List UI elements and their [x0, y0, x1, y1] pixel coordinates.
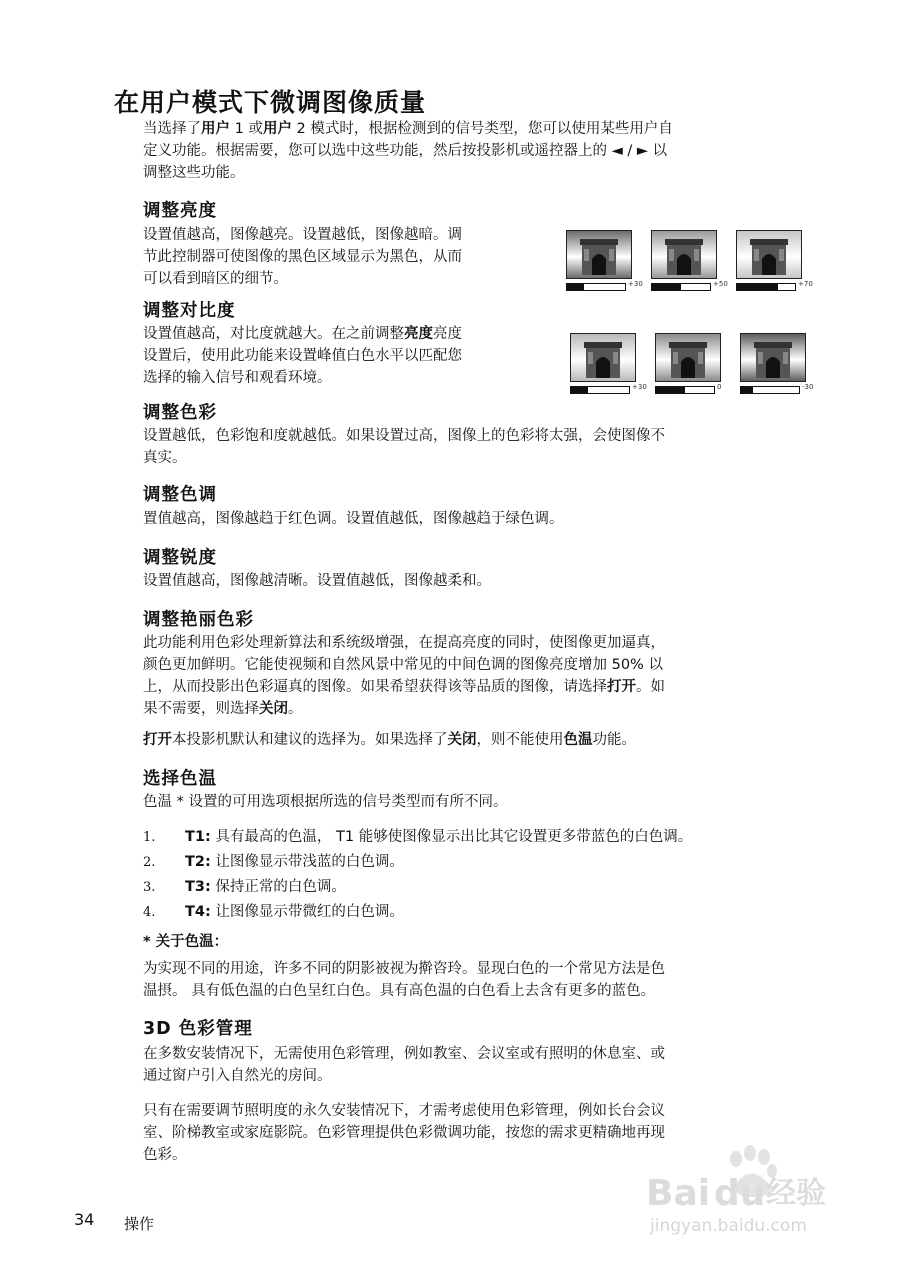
color-text: 设置越低，色彩饱和度就越低。如果设置过高，图像上的色彩将太强，会使图像不 真实。	[143, 428, 665, 466]
list-item: 1. T1: 具有最高的色温， T1 能够使图像显示出比其它设置更多带蓝色的白色调。	[143, 829, 693, 845]
contrast-text: 设置值越高，对比度就越大。在之前调整亮度亮度 设置后，使用此功能来设置峰值白色水平以匹配您 选择的输入信号和观看环境。	[143, 326, 462, 386]
level-bar	[740, 383, 814, 394]
arch-photo	[570, 333, 636, 382]
level-value: 0	[717, 383, 722, 391]
level-bar	[655, 383, 722, 394]
arch-photo	[740, 333, 806, 382]
colortemp-intro: 色温 * 设置的可用选项根据所选的信号类型而有所不同。	[143, 794, 508, 810]
list-item: 3. T3: 保持正常的白色调。	[143, 879, 346, 895]
brilliant-text: 此功能利用色彩处理新算法和系统级增强，在提高亮度的同时，使图像更加逼真， 颜色更加鲜明。它能使视频和自然风景中常见的中间色调的图像亮度增加 50% 以 上，从而投影出色彩逼真的图像。如果希望获得该等品质的图像，请选择打开。如 果不需要，则选择关闭。	[143, 635, 665, 717]
brightness-example-3	[736, 230, 813, 291]
contrast-example-1	[570, 333, 647, 394]
brightness-examples	[566, 230, 821, 291]
tint-text: 置值越高，图像越趋于红色调。设置值越低，图像越趋于绿色调。	[143, 511, 564, 527]
cms-paragraph-2: 只有在需要调节照明度的永久安装情况下，才需考虑使用色彩管理，例如长台会议 室、阶梯教室或家庭影院。色彩管理提供色彩微调功能，按您的需求更精确地再现 色彩。	[143, 1103, 665, 1163]
level-bar	[736, 280, 813, 291]
level-value: +30	[632, 383, 647, 391]
page-title: 在用户模式下微调图像质量	[114, 88, 427, 117]
colortemp-note-text: 为实现不同的用途，许多不同的阴影被视为擀咨玲。显现白色的一个常见方法是色 温摂。 具有低色温的白色呈红白色。具有高色温的白色看上去含有更多的蓝色。	[143, 961, 665, 999]
level-bar	[651, 280, 728, 291]
colortemp-list	[143, 825, 692, 925]
arch-photo	[651, 230, 717, 279]
contrast-example-3	[740, 333, 814, 394]
intro-paragraph: 当选择了用户 1 或用户 2 模式时，根据检测到的信号类型，您可以使用某些用户自 定义功能。根据需要，您可以选中这些功能，然后按投影机或遥控器上的 ◄ / ► 以 调整这些功能。	[143, 121, 673, 181]
colortemp-heading: 选择色温	[143, 769, 217, 789]
svg-text:du: du	[714, 1173, 766, 1214]
brightness-heading: 调整亮度	[143, 201, 217, 221]
watermark-brand-text: Bai	[646, 1173, 711, 1214]
arch-photo	[736, 230, 802, 279]
baidu-watermark-logo	[644, 1145, 854, 1240]
section-label: 操作	[124, 1215, 155, 1233]
arch-photo	[655, 333, 721, 382]
brilliant-default-note: 打开本投影机默认和建议的选择为。如果选择了关闭，则不能使用色温功能。	[143, 732, 636, 748]
cms-paragraph-1: 在多数安装情况下，无需使用色彩管理，例如教室、会议室或有照明的休息室、或 通过窗户引入自然光的房间。	[143, 1046, 665, 1084]
tint-heading: 调整色调	[143, 485, 217, 505]
watermark-url-text: jingyan.baidu.com	[650, 1216, 807, 1236]
list-item: 2. T2: 让图像显示带浅蓝的白色调。	[143, 854, 404, 870]
level-value: +30	[628, 280, 643, 288]
brightness-example-2	[651, 230, 728, 291]
svg-text:经验: 经验	[766, 1176, 826, 1211]
list-item: 4. T4: 让图像显示带微红的白色调。	[143, 904, 404, 920]
contrast-example-2	[655, 333, 721, 394]
contrast-examples	[570, 333, 825, 394]
level-value: +70	[798, 280, 813, 288]
page-number: 34	[74, 1210, 95, 1229]
level-bar	[570, 383, 647, 394]
cms-heading: 3D 色彩管理	[143, 1019, 253, 1039]
brilliant-heading: 调整艳丽色彩	[143, 610, 254, 630]
sharpness-heading: 调整锐度	[143, 548, 217, 568]
brightness-example-1	[566, 230, 643, 291]
level-value: -30	[802, 383, 814, 391]
arch-photo	[566, 230, 632, 279]
level-bar	[566, 280, 643, 291]
sharpness-text: 设置值越高，图像越清晰。设置值越低，图像越柔和。	[143, 573, 491, 589]
level-value: +50	[713, 280, 728, 288]
contrast-heading: 调整对比度	[143, 301, 236, 321]
colortemp-note-heading: * 关于色温：	[143, 934, 229, 950]
color-heading: 调整色彩	[143, 403, 217, 423]
brightness-text: 设置值越高，图像越亮。设置越低，图像越暗。调 节此控制器可使图像的黑色区域显示为黑色，从而 可以看到暗区的细节。	[143, 227, 462, 287]
